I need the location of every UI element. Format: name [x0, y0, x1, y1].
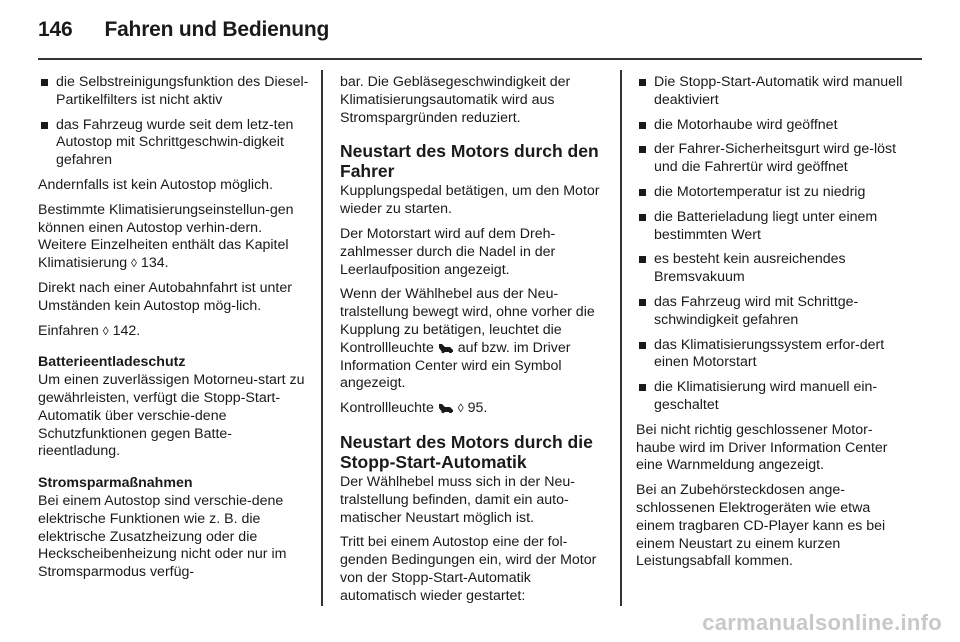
section-heading-fahrer: Neustart des Motors durch den Fahrer	[340, 141, 599, 182]
paragraph: Tritt bei einem Autostop eine der fol-genden Bedingungen ein, wird der Motor von der Stopp-Start-Automatik automatisch wieder gestartet:	[340, 534, 597, 604]
paragraph: Bestimmte Klimatisierungseinstellun-gen können einen Autostop verhin-dern. Weitere Einzelheiten enthält das Kapitel Klimatisierung ◊ 134.	[38, 201, 294, 272]
car-warning-icon	[438, 401, 454, 413]
page-reference-icon: ◊	[102, 323, 109, 338]
page-title: Fahren und Bedienung	[104, 18, 330, 41]
paragraph: Um einen zuverlässigen Motorneu-start zu gewährleisten, verfügt die Stopp-Start-Automatik über verschie-dene Schutzfunktionen gegen Batte-rieentladung.	[38, 372, 305, 460]
list-item: die Klimatisierung wird manuell ein-geschaltet	[636, 379, 906, 415]
subheading-batterieentladeschutz: Batterieentladeschutz	[38, 354, 186, 371]
list-item: das Fahrzeug wurde seit dem letz-ten Autostop mit Schrittgeschwin-digkeit gefahren	[38, 117, 310, 170]
paragraph: Bei an Zubehörsteckdosen ange-schlossenen Elektrogeräten wie etwa einem tragbaren CD-Player kann es bei einem Neustart zu einem kurzen Leistungsabfall kommen.	[636, 482, 886, 570]
paragraph: Wenn der Wählhebel aus der Neu-tralstellung bewegt wird, ohne vorher die Kupplung zu betätigen, leuchtet die Kontrollleuchte auf bzw. im Driver Information Center wird ein Symbol angezeigt.	[340, 286, 595, 392]
paragraph: Der Wählhebel muss sich in der Neu-tralstellung befinden, damit ein auto-matischer Neustart möglich ist.	[340, 473, 575, 526]
list-item: die Motorhaube wird geöffnet	[636, 117, 906, 135]
paragraph: Bei einem Autostop sind verschie-dene elektrische Funktionen wie z. B. die elektrische Zusatzheizung oder die Heckscheibenheizung nicht oder nur im Stromsparmodus verfüg-	[38, 492, 287, 581]
condition-list	[38, 74, 310, 170]
paragraph: Direkt nach einer Autobahnfahrt ist unter Umständen kein Autostop mög-lich.	[38, 279, 292, 314]
car-warning-icon	[438, 341, 454, 353]
column-3	[636, 74, 906, 578]
list-item: der Fahrer-Sicherheitsgurt wird ge-löst und die Fahrertür wird geöffnet	[636, 141, 906, 177]
watermark: carmanualsonline.info	[702, 610, 942, 635]
paragraph: Bei nicht richtig geschlossener Motor-haube wird im Driver Information Center eine Warnmeldung angezeigt.	[636, 421, 888, 474]
page-reference-icon: ◊	[457, 401, 464, 416]
section-heading-automatik: Neustart des Motors durch die Stopp-Start-Automatik	[340, 431, 593, 472]
paragraph: Einfahren ◊ 142.	[38, 322, 141, 339]
subheading-stromsparmassnahmen: Stromsparmaßnahmen	[38, 475, 193, 492]
header-rule	[38, 58, 922, 60]
column-divider-1	[321, 70, 323, 606]
list-item: die Batterieladung liegt unter einem bestimmten Wert	[636, 209, 906, 245]
column-divider-2	[620, 70, 622, 606]
page-number: 146	[38, 18, 73, 41]
column-1	[38, 74, 310, 589]
list-item: die Motortemperatur ist zu niedrig	[636, 184, 906, 202]
list-item: Die Stopp-Start-Automatik wird manuell deaktiviert	[636, 74, 906, 110]
paragraph: bar. Die Gebläsegeschwindigkeit der Klimatisierungsautomatik wird aus Stromspargründen reduziert.	[340, 74, 571, 126]
paragraph: Kupplungspedal betätigen, um den Motor wieder zu starten.	[340, 183, 600, 218]
restart-condition-list	[636, 74, 906, 415]
page-reference-icon: ◊	[131, 256, 137, 271]
list-item: das Klimatisierungssystem erfor-dert einen Motorstart	[636, 337, 906, 373]
paragraph: Der Motorstart wird auf dem Dreh-zahlmesser durch die Nadel in der Leerlaufposition angezeigt.	[340, 225, 556, 278]
paragraph: Kontrollleuchte ◊ 95.	[340, 400, 488, 417]
list-item: das Fahrzeug wird mit Schrittge-schwindigkeit gefahren	[636, 294, 906, 330]
list-item: es besteht kein ausreichendes Bremsvakuum	[636, 251, 906, 287]
column-2	[340, 74, 610, 613]
page-header	[38, 18, 922, 42]
list-item: die Selbstreinigungsfunktion des Diesel-Partikelfilters ist nicht aktiv	[38, 74, 310, 110]
paragraph: Andernfalls ist kein Autostop möglich.	[38, 176, 274, 193]
